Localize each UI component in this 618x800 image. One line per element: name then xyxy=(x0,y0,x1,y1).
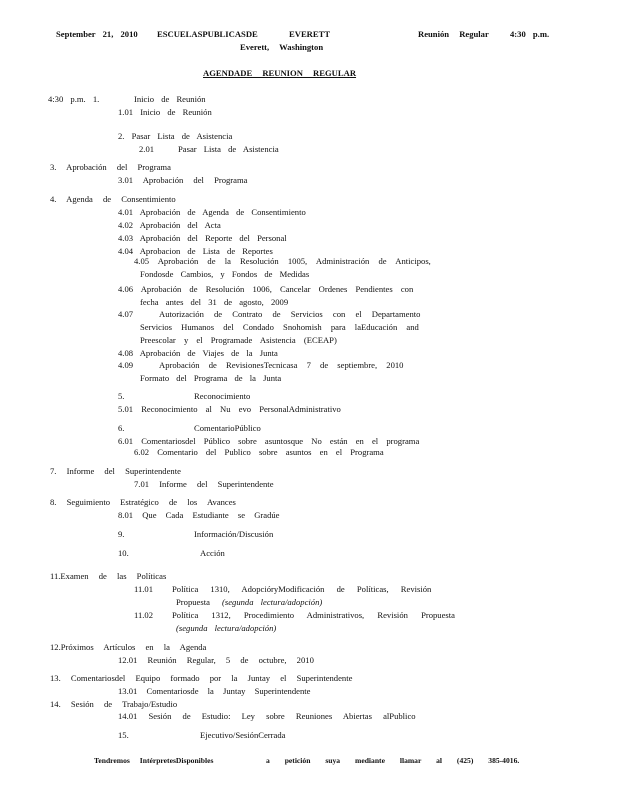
agenda-line: 14. Sesión de Trabajo/Estudio xyxy=(50,699,178,709)
agenda-line: 6.02 Comentario del Publico sobre asuntos en el Programa xyxy=(134,447,384,457)
header-date: September 21, 2010 xyxy=(56,29,138,39)
agenda-title: AGENDADE REUNION REGULAR xyxy=(203,68,357,78)
header-district: ESCUELASPUBLICASDE xyxy=(157,29,258,39)
agenda-line: 11.Examen de las Políticas xyxy=(50,571,167,581)
agenda-line: 4. Agenda de Consentimiento xyxy=(50,194,176,204)
agenda-line: Fondosde Cambios, y Fondos de Medidas xyxy=(140,269,310,279)
agenda-line: Ejecutivo/SesiónCerrada xyxy=(200,730,286,740)
agenda-line: 4:30 p.m. 1. xyxy=(48,94,100,104)
header-location: Everett, Washington xyxy=(240,42,324,52)
agenda-line: Aprobación de RevisionesTecnicasa 7 de septiembre, 2010 xyxy=(159,360,404,370)
agenda-line: 1.01 Inicio de Reunión xyxy=(118,107,212,117)
agenda-line: 13. Comentariosdel Equipo formado por la Juntay el Superintendente xyxy=(50,673,353,683)
agenda-line: Inicio de Reunión xyxy=(134,94,206,104)
agenda-line: 11.02 xyxy=(134,610,154,620)
header-city: EVERETT xyxy=(289,29,331,39)
footer-interpreters: Tendremos IntérpretesDisponibles xyxy=(94,756,214,765)
agenda-line: 8.01 Que Cada Estudiante se Gradúe xyxy=(118,510,280,520)
agenda-line: 4.02 Aprobación del Acta xyxy=(118,220,221,230)
agenda-line: ComentarioPúblico xyxy=(194,423,261,433)
agenda-line: 9. xyxy=(118,529,125,539)
agenda-line: 5.01 Reconocimiento al Nu evo PersonalAdministrativo xyxy=(118,404,341,414)
agenda-line: 7.01 Informe del Superintendente xyxy=(134,479,274,489)
agenda-line: 11.01 xyxy=(134,584,154,594)
agenda-line: 12.Próximos Artículos en la Agenda xyxy=(50,642,207,652)
agenda-line: 4.08 Aprobación de Viajes de la Junta xyxy=(118,348,278,358)
agenda-line: 3. Aprobación del Programa xyxy=(50,162,171,172)
agenda-line: fecha antes del 31 de agosto, 2009 xyxy=(140,297,289,307)
agenda-line: 4.07 xyxy=(118,309,134,319)
agenda-line: Propuesta xyxy=(176,597,210,607)
agenda-line: (segunda lectura/adopción) xyxy=(222,597,323,607)
agenda-line: Formato del Programa de la Junta xyxy=(140,373,282,383)
agenda-line: Servicios Humanos del Condado Snohomish para laEducación and xyxy=(140,322,419,332)
agenda-line: 13.01 Comentariosde la Juntay Superintendente xyxy=(118,686,311,696)
agenda-line: 8. Seguimiento Estratégico de los Avances xyxy=(50,497,236,507)
agenda-line: Política 1312, Procedimiento Administrativos, Revisión Propuesta xyxy=(172,610,455,620)
footer-contact: a petición suya mediante llamar al (425) 385-4016. xyxy=(266,756,520,765)
agenda-line: 3.01 Aprobación del Programa xyxy=(118,175,248,185)
agenda-line: Preescolar y el Programade Asistencia (ECEAP) xyxy=(140,335,337,345)
agenda-line: Pasar Lista de Asistencia xyxy=(178,144,279,154)
agenda-line: 12.01 Reunión Regular, 5 de octubre, 2010 xyxy=(118,655,314,665)
agenda-line: 5. xyxy=(118,391,125,401)
agenda-line: 2. Pasar Lista de Asistencia xyxy=(118,131,233,141)
agenda-line: 4.09 xyxy=(118,360,134,370)
agenda-line: 2.01 xyxy=(139,144,155,154)
agenda-line: Acción xyxy=(200,548,225,558)
agenda-line: Información/Discusión xyxy=(194,529,274,539)
agenda-line: 10. xyxy=(118,548,129,558)
agenda-line: Autorización de Contrato de Servicios con el Departamento xyxy=(159,309,421,319)
agenda-line: 4.03 Aprobación del Reporte del Personal xyxy=(118,233,287,243)
header-meeting-type: Reunión Regular xyxy=(418,29,489,39)
header-time: 4:30 p.m. xyxy=(510,29,550,39)
agenda-line: 4.05 Aprobación de la Resolución 1005, Administración de Anticipos, xyxy=(134,256,431,266)
agenda-line: 6.01 Comentariosdel Público sobre asuntosque No están en el programa xyxy=(118,436,420,446)
agenda-line: 4.01 Aprobación de Agenda de Consentimiento xyxy=(118,207,306,217)
agenda-line: 4.06 Aprobación de Resolución 1006, Cancelar Ordenes Pendientes con xyxy=(118,284,414,294)
agenda-line: Reconocimiento xyxy=(194,391,251,401)
agenda-line: Política 1310, AdopcióryModificación de Políticas, Revisión xyxy=(172,584,432,594)
agenda-line: 7. Informe del Superintendente xyxy=(50,466,181,476)
agenda-line: (segunda lectura/adopción) xyxy=(176,623,277,633)
agenda-line: 6. xyxy=(118,423,125,433)
agenda-line: 15. xyxy=(118,730,129,740)
agenda-line: 14.01 Sesión de Estudio: Ley sobre Reuniones Abiertas alPublico xyxy=(118,711,416,721)
agenda-line: 4.04 Aprobacion de Lista de Reportes xyxy=(118,246,273,256)
